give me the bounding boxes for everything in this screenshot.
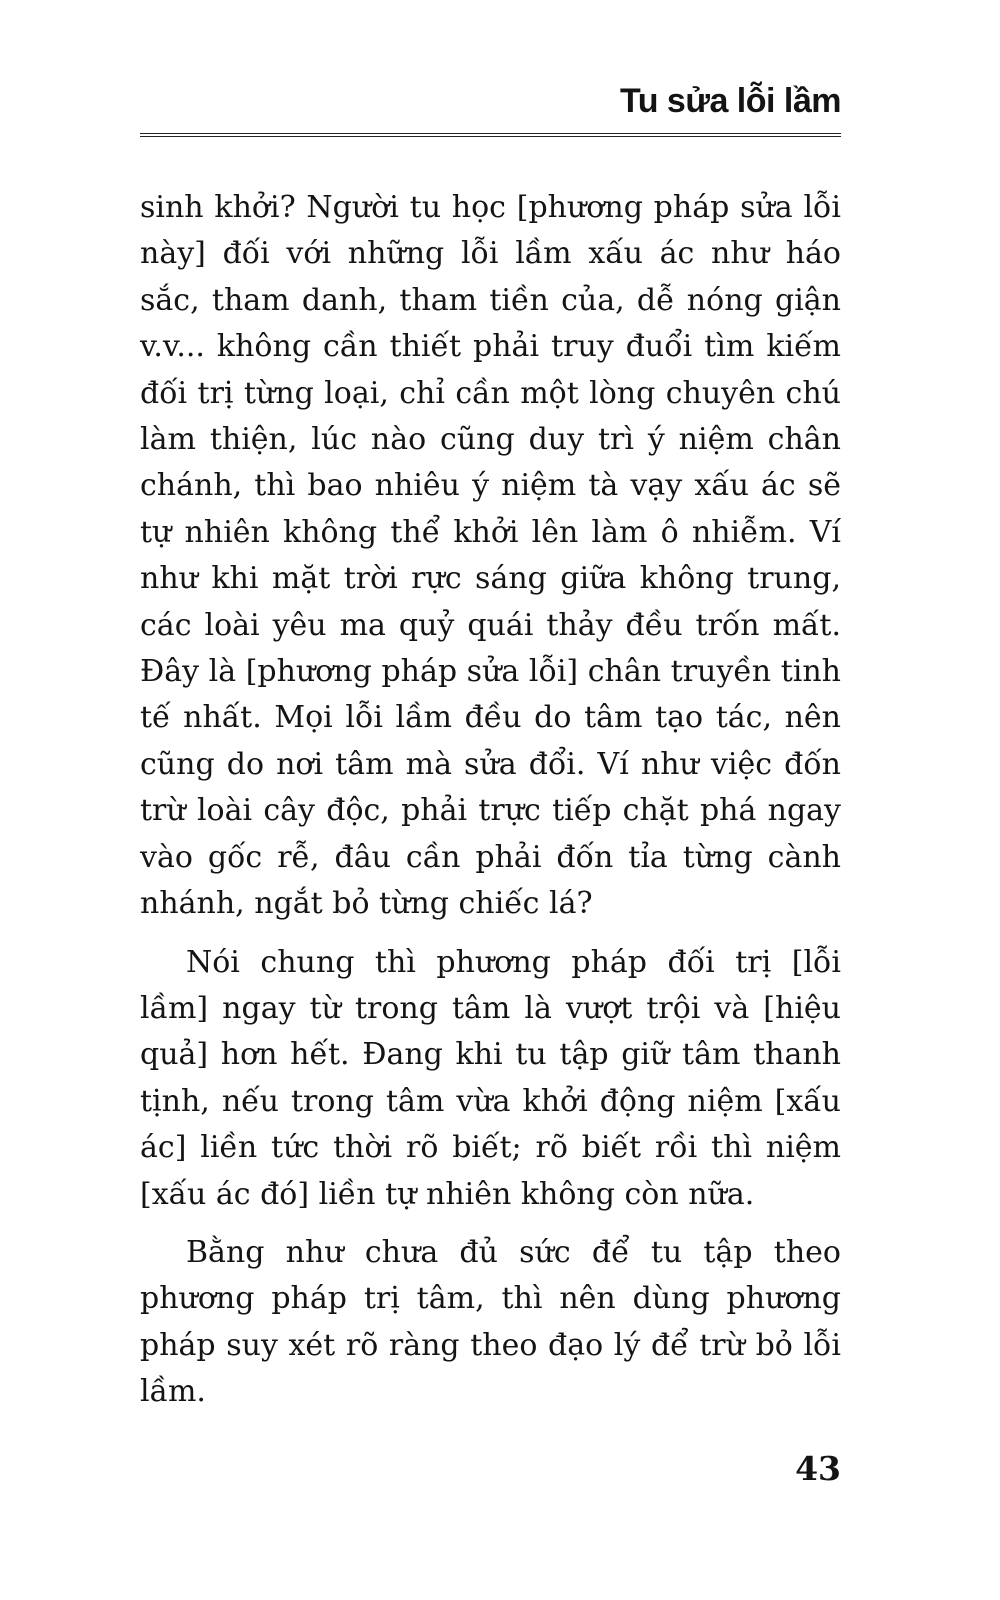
- paragraph: Nói chung thì phương pháp đối trị [lỗi lầm] ngay từ trong tâm là vượt trội và [hiệu quả] hơn hết. Đang khi tu tập giữ tâm thanh tịnh, nếu trong tâm vừa khởi động niệm [xấu ác] liền tức thời rõ biết; rõ biết rồi thì niệm [xấu ác đó] liền tự nhiên không còn nữa.: [140, 944, 841, 1212]
- paragraph: Bằng như chưa đủ sức để tu tập theo phương pháp trị tâm, thì nên dùng phương pháp suy xét rõ ràng theo đạo lý để trừ bỏ lỗi lầm.: [140, 1234, 841, 1410]
- running-head-title: Tu sửa lỗi lầm: [619, 82, 841, 120]
- page-number: 43: [795, 1449, 841, 1488]
- header-rule: [140, 133, 841, 137]
- body-text: [140, 185, 841, 1416]
- paragraph-continued: sinh khởi? Người tu học [phương pháp sửa lỗi này] đối với những lỗi lầm xấu ác như háo sắc, tham danh, tham tiền của, dễ nóng giận v.v... không cần thiết phải truy đuổi tìm kiếm đối trị từng loại, chỉ cần một lòng chuyên chú làm thiện, lúc nào cũng duy trì ý niệm chân chánh, thì bao nhiêu ý niệm tà vạy xấu ác sẽ tự nhiên không thể khởi lên làm ô nhiễm. Ví như khi mặt trời rực sáng giữa không trung, các loài yêu ma quỷ quái thảy đều trốn mất. Đây là [phương pháp sửa lỗi] chân truyền tinh tế nhất. Mọi lỗi lầm đều do tâm tạo tác, nên cũng do nơi tâm mà sửa đổi. Ví như việc đốn trừ loài cây độc, phải trực tiếp chặt phá ngay vào gốc rễ, đâu cần phải đốn tỉa từng cành nhánh, ngắt bỏ từng chiếc lá?: [140, 190, 841, 922]
